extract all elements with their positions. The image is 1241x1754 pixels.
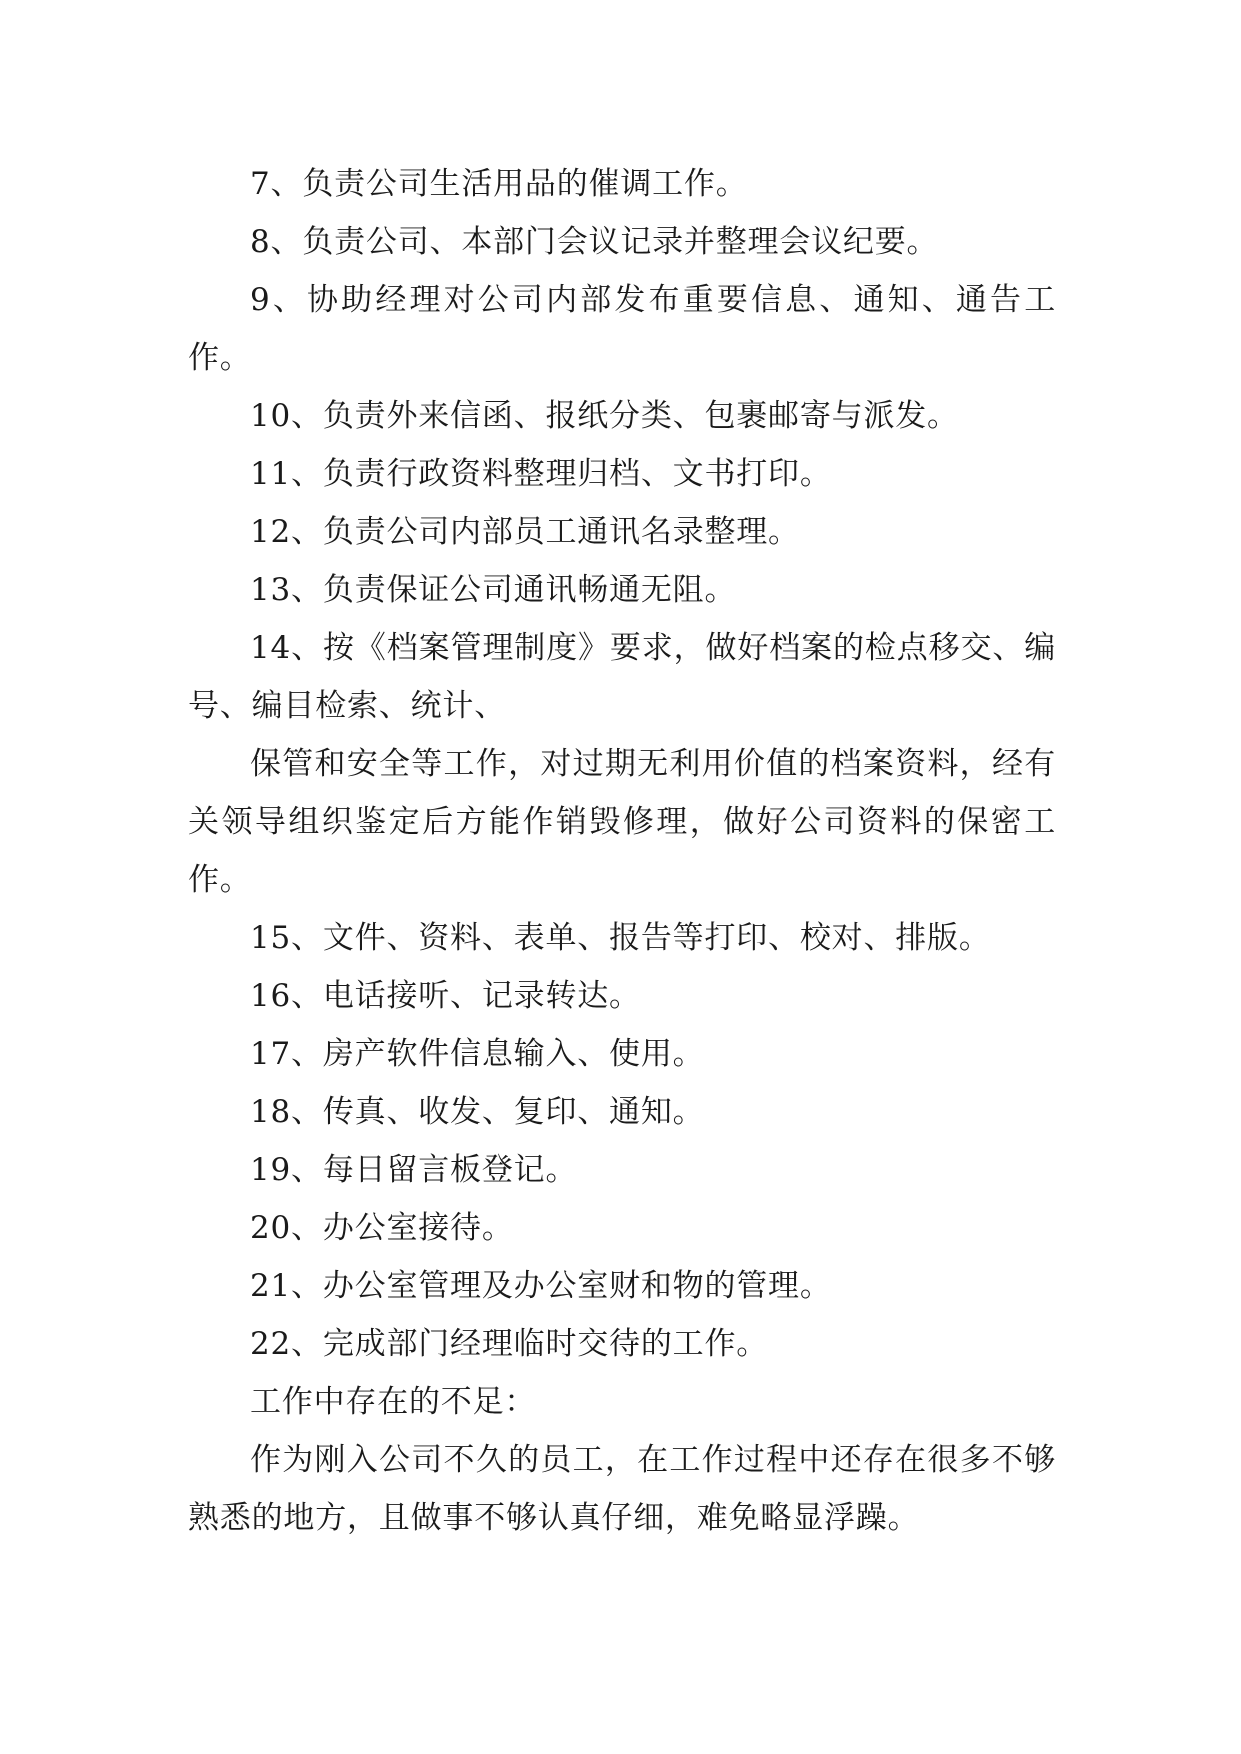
paragraph-item-16: 16、电话接听、记录转达。	[250, 978, 641, 1014]
paragraph-item-13: 13、负责保证公司通讯畅通无阻。	[250, 572, 737, 608]
paragraph-item-21: 21、办公室管理及办公室财和物的管理。	[250, 1268, 832, 1304]
paragraph-item-14: 14、按《档案管理制度》要求，做好档案的检点移交、编号、编目检索、统计、	[188, 630, 1056, 724]
paragraph-item-17: 17、房产软件信息输入、使用。	[250, 1036, 705, 1072]
paragraph-item-19: 19、每日留言板登记。	[250, 1152, 578, 1188]
paragraph-item-7: 7、负责公司生活用品的催调工作。	[250, 166, 748, 202]
paragraph-item-11: 11、负责行政资料整理归档、文书打印。	[250, 456, 832, 492]
document-body	[188, 155, 1056, 1547]
paragraph-item-14-continued: 保管和安全等工作，对过期无利用价值的档案资料，经有关领导组织鉴定后方能作销毁修理，做好公司资料的保密工作。	[188, 746, 1056, 898]
paragraph-item-12: 12、负责公司内部员工通讯名录整理。	[250, 514, 800, 550]
paragraph-item-9: 9、协助经理对公司内部发布重要信息、通知、通告工作。	[188, 282, 1056, 376]
paragraph-item-22: 22、完成部门经理临时交待的工作。	[250, 1326, 769, 1362]
section-heading-shortcomings: 工作中存在的不足：	[250, 1384, 537, 1420]
paragraph-shortcomings: 作为刚入公司不久的员工，在工作过程中还存在很多不够熟悉的地方，且做事不够认真仔细，难免略显浮躁。	[188, 1442, 1056, 1536]
paragraph-item-8: 8、负责公司、本部门会议记录并整理会议纪要。	[250, 224, 939, 260]
paragraph-item-10: 10、负责外来信函、报纸分类、包裹邮寄与派发。	[250, 398, 959, 434]
paragraph-item-20: 20、办公室接待。	[250, 1210, 514, 1246]
paragraph-item-15: 15、文件、资料、表单、报告等打印、校对、排版。	[250, 920, 991, 956]
paragraph-item-18: 18、传真、收发、复印、通知。	[250, 1094, 705, 1130]
